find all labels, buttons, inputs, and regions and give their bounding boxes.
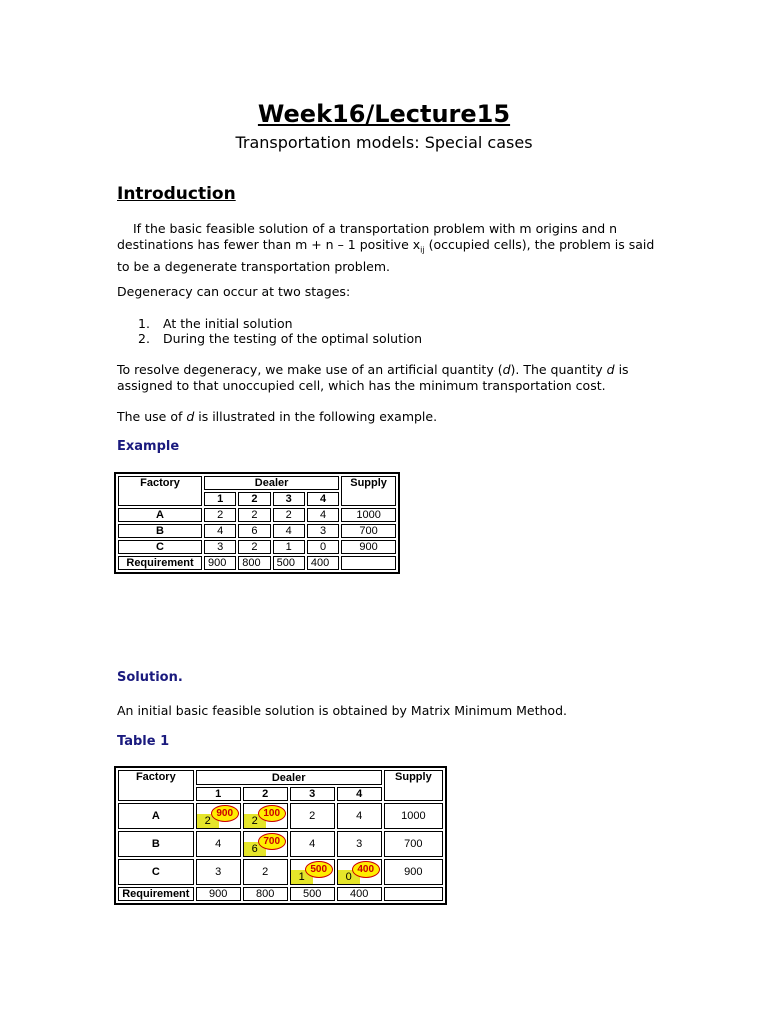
page-title: Week16/Lecture15 — [257, 100, 511, 128]
dealer-number: 1 — [204, 492, 236, 506]
intro-subscript: ij — [420, 245, 425, 255]
table-row: C 3 2 1 0 900 — [118, 540, 396, 554]
header-dealer: Dealer — [204, 476, 339, 490]
list-item: 1. At the initial solution — [138, 316, 293, 331]
allocated-cell: 6 700 — [243, 831, 288, 857]
allocation-oval: 400 — [352, 861, 380, 878]
example-label: Example — [117, 439, 180, 454]
example-table — [114, 472, 400, 574]
allocation-oval: 100 — [258, 805, 286, 822]
table-row: A 2 900 2 100 2 4 1000 — [118, 803, 443, 829]
header-factory: Factory — [118, 476, 202, 506]
solution-label: Solution. — [117, 670, 183, 685]
solution-text: An initial basic feasible solution is obtained by Matrix Minimum Method. — [117, 703, 567, 718]
table-row: C 3 2 1 500 0 400 900 — [118, 859, 443, 885]
page-subtitle: Transportation models: Special cases — [235, 133, 533, 152]
table-row: B 4 6 700 4 3 700 — [118, 831, 443, 857]
intro-text-a: If the basic feasible solution of a transportation problem with m origins and n destinations has fewer than m + n – 1 positive x — [117, 221, 618, 252]
dealer-number: 3 — [273, 492, 305, 506]
allocation-oval: 500 — [305, 861, 333, 878]
allocated-cell: 0 400 — [337, 859, 382, 885]
section-heading-introduction: Introduction — [117, 184, 236, 204]
dealer-number: 2 — [238, 492, 270, 506]
dealer-number: 1 — [196, 787, 241, 801]
header-supply: Supply — [341, 476, 396, 506]
dealer-number: 3 — [290, 787, 335, 801]
table-row: Requirement 900 800 500 400 — [118, 556, 396, 570]
allocated-cell: 1 500 — [290, 859, 335, 885]
dealer-number: 2 — [243, 787, 288, 801]
allocated-cell: 2 100 — [243, 803, 288, 829]
dealer-number: 4 — [307, 492, 339, 506]
allocated-cell: 2 900 — [196, 803, 241, 829]
header-supply: Supply — [384, 770, 443, 801]
header-dealer: Dealer — [196, 770, 382, 785]
intro-paragraph — [117, 221, 657, 275]
table-row: B 4 6 4 3 700 — [118, 524, 396, 538]
table-row: Requirement 900 800 500 400 — [118, 887, 443, 901]
table1-label: Table 1 — [117, 734, 170, 749]
table-row: A 2 2 2 4 1000 — [118, 508, 396, 522]
stages-intro: Degeneracy can occur at two stages: — [117, 284, 351, 299]
use-paragraph: The use of d is illustrated in the following example. — [117, 409, 438, 424]
dealer-number: 4 — [337, 787, 382, 801]
resolve-paragraph: To resolve degeneracy, we make use of an artificial quantity (d). The quantity d is assigned to that unoccupied cell, which has the minimum transportation cost. — [117, 362, 629, 393]
table-1 — [114, 766, 447, 905]
header-factory: Factory — [118, 770, 194, 801]
list-item: 2. During the testing of the optimal solution — [138, 331, 423, 346]
allocation-oval: 700 — [258, 833, 286, 850]
stages-list — [117, 316, 422, 346]
intro-text-b: (occupied cells), the problem is said to be a degenerate transportation problem. — [117, 237, 655, 274]
allocation-oval: 900 — [211, 805, 239, 822]
